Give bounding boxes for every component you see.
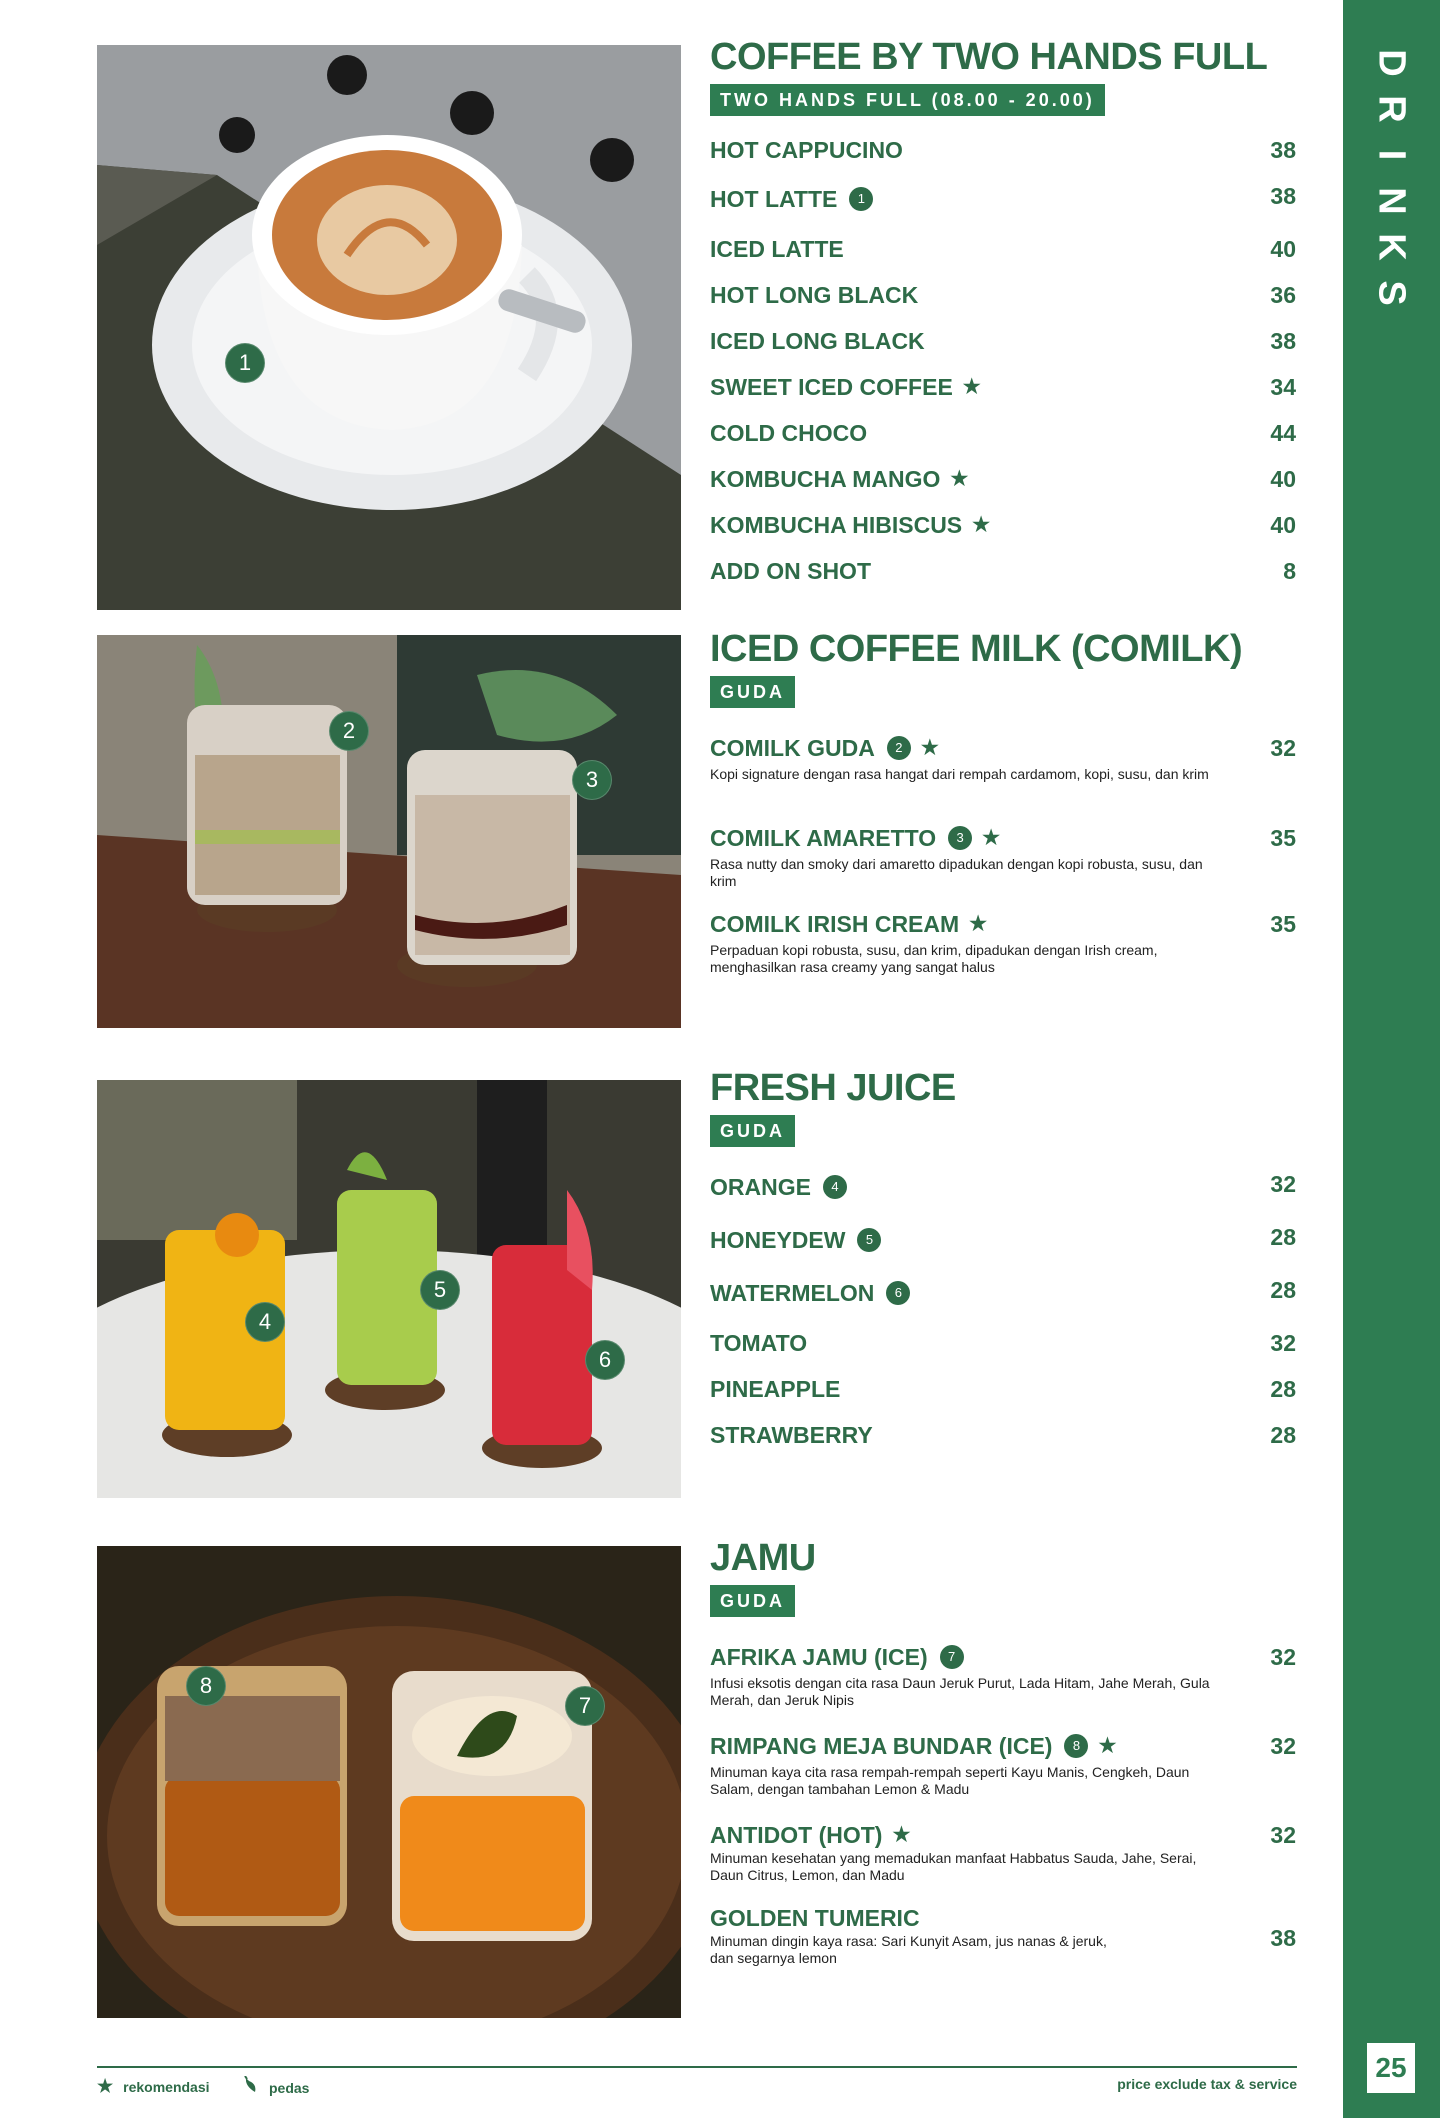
- chili-icon: [243, 2076, 259, 2099]
- item-name: COMILK GUDA: [710, 735, 875, 761]
- star-icon: ★: [97, 2076, 114, 2096]
- section-label: TWO HANDS FULL (08.00 - 20.00): [710, 84, 1105, 116]
- item-description: Minuman kesehatan yang memadukan manfaat Habbatus Sauda, Jahe, Serai, Daun Citrus, Lemon, dan Madu: [710, 1850, 1197, 1883]
- photo-badge: 4: [245, 1302, 285, 1342]
- title-letter: S: [1370, 280, 1413, 306]
- photo-ref-badge: 5: [857, 1228, 881, 1252]
- star-icon: ★: [950, 468, 969, 490]
- item-name: TOMATO: [710, 1330, 808, 1356]
- section-label: GUDA: [710, 676, 795, 708]
- menu-item: [710, 1329, 1296, 1357]
- menu-item: [710, 373, 1296, 401]
- section-title: COFFEE BY TWO HANDS FULL: [710, 36, 1268, 78]
- menu-item: [710, 185, 1296, 213]
- photo-ref-badge: 1: [849, 187, 873, 211]
- item-price: 40: [1270, 512, 1296, 538]
- section-title: ICED COFFEE MILK (COMILK): [710, 628, 1243, 670]
- photo-ref-badge: 2: [887, 736, 911, 760]
- item-name: PINEAPPLE: [710, 1376, 841, 1402]
- item-price: 38: [1270, 183, 1296, 209]
- menu-item: [710, 1375, 1296, 1403]
- star-icon: ★: [920, 737, 939, 759]
- comilk-section: [710, 628, 1296, 988]
- menu-item: [710, 1643, 1296, 1709]
- menu-item: [710, 557, 1296, 585]
- sidebar: [1343, 0, 1440, 2118]
- section-title: FRESH JUICE: [710, 1067, 956, 1109]
- legend-recommend-label: rekomendasi: [123, 2078, 210, 2095]
- item-name: RIMPANG MEJA BUNDAR (ICE): [710, 1733, 1053, 1759]
- item-price: 8: [1283, 558, 1296, 584]
- item-price: 32: [1270, 735, 1296, 761]
- section-label: GUDA: [710, 1585, 795, 1617]
- photo-ref-badge: 7: [940, 1645, 964, 1669]
- item-price: 35: [1270, 911, 1296, 937]
- item-name: ICED LONG BLACK: [710, 328, 925, 354]
- jamu-section: [710, 1537, 1296, 1977]
- menu-item: [710, 136, 1296, 164]
- title-letter: N: [1370, 187, 1413, 215]
- star-icon: ★: [962, 376, 981, 398]
- item-price: 38: [1270, 137, 1296, 163]
- item-description: Minuman dingin kaya rasa: Sari Kunyit Asam, jus nanas & jeruk, dan segarnya lemon: [710, 1933, 1107, 1966]
- item-description: Minuman kaya cita rasa rempah-rempah seperti Kayu Manis, Cengkeh, Daun Salam, dengan tambahan Lemon & Madu: [710, 1764, 1190, 1797]
- sidebar-title: [1343, 40, 1440, 316]
- star-icon: ★: [892, 1824, 911, 1846]
- item-price: 32: [1270, 1330, 1296, 1356]
- item-price: 32: [1270, 1171, 1296, 1197]
- item-name: HOT LONG BLACK: [710, 282, 919, 308]
- item-name: COMILK IRISH CREAM: [710, 911, 960, 937]
- page-number: 25: [1367, 2043, 1415, 2093]
- item-description: Infusi eksotis dengan cita rasa Daun Jeruk Purut, Lada Hitam, Jahe Merah, Gula Merah, dan Jeruk Nipis: [710, 1675, 1210, 1708]
- juice-section: [710, 1067, 1296, 1467]
- item-name: HOT CAPPUCINO: [710, 137, 903, 163]
- menu-item: [710, 824, 1296, 890]
- photo-ref-badge: 4: [823, 1175, 847, 1199]
- section-label: GUDA: [710, 1115, 795, 1147]
- item-name: AFRIKA JAMU (ICE): [710, 1644, 928, 1670]
- menu-item: [710, 734, 1296, 783]
- item-name: WATERMELON: [710, 1280, 875, 1306]
- photo-ref-badge: 8: [1064, 1734, 1088, 1758]
- item-price: 38: [1270, 328, 1296, 354]
- photo-ref-badge: 6: [886, 1281, 910, 1305]
- star-icon: ★: [1098, 1735, 1117, 1757]
- item-name: SWEET ICED COFFEE: [710, 374, 953, 400]
- item-price: 38: [1270, 1925, 1296, 1951]
- juice-photo: [97, 1080, 681, 1498]
- menu-item: [710, 1279, 1296, 1307]
- star-icon: ★: [982, 827, 1001, 849]
- item-price: 28: [1270, 1376, 1296, 1402]
- star-icon: ★: [972, 514, 991, 536]
- item-price: 40: [1270, 466, 1296, 492]
- title-letter: R: [1370, 95, 1413, 123]
- menu-item: [710, 327, 1296, 355]
- item-name: STRAWBERRY: [710, 1422, 873, 1448]
- item-description: Kopi signature dengan rasa hangat dari rempah cardamom, kopi, susu, dan krim: [710, 766, 1209, 782]
- menu-item: [710, 235, 1296, 263]
- photo-badge: 8: [186, 1666, 226, 1706]
- price-note: [1000, 2076, 1297, 2092]
- star-icon: ★: [969, 913, 988, 935]
- menu-item: [710, 1226, 1296, 1254]
- title-letter: D: [1370, 49, 1413, 77]
- photo-badge: 3: [572, 760, 612, 800]
- photo-badge: 7: [565, 1686, 605, 1726]
- item-price: 34: [1270, 374, 1296, 400]
- title-letter: K: [1370, 233, 1413, 261]
- item-price: 28: [1270, 1224, 1296, 1250]
- item-price: 28: [1270, 1277, 1296, 1303]
- item-description: Perpaduan kopi robusta, susu, dan krim, dipadukan dengan Irish cream, menghasilkan rasa creamy yang sangat halus: [710, 942, 1158, 975]
- price-note-text: price exclude tax & service: [1117, 2076, 1297, 2092]
- item-price: 32: [1270, 1644, 1296, 1670]
- item-name: HOT LATTE: [710, 186, 838, 212]
- photo-badge: 2: [329, 711, 369, 751]
- menu-item: [710, 1732, 1296, 1798]
- section-title: JAMU: [710, 1537, 816, 1579]
- item-description: Rasa nutty dan smoky dari amaretto dipadukan dengan kopi robusta, susu, dan krim: [710, 856, 1203, 889]
- item-name: ICED LATTE: [710, 236, 844, 262]
- photo-badge: 5: [420, 1270, 460, 1310]
- coffee-section: [710, 36, 1296, 596]
- photo-badge: 6: [585, 1340, 625, 1380]
- item-price: 28: [1270, 1422, 1296, 1448]
- menu-item: [710, 1821, 1296, 1884]
- item-price: 32: [1270, 1733, 1296, 1759]
- legend-recommend: [97, 2076, 210, 2097]
- item-price: 44: [1270, 420, 1296, 446]
- jamu-photo: [97, 1546, 681, 2018]
- item-name: ORANGE: [710, 1174, 811, 1200]
- item-name: COMILK AMARETTO: [710, 825, 937, 851]
- item-name: GOLDEN TUMERIC: [710, 1905, 920, 1931]
- menu-item: [710, 511, 1296, 539]
- cappuccino-photo: [97, 45, 681, 610]
- photo-ref-badge: 3: [948, 826, 972, 850]
- legend-spicy: [243, 2076, 309, 2099]
- menu-item: [710, 1173, 1296, 1201]
- legend-spicy-label: pedas: [269, 2079, 310, 2096]
- item-name: ADD ON SHOT: [710, 558, 871, 584]
- footer-divider: [97, 2066, 1297, 2068]
- item-price: 40: [1270, 236, 1296, 262]
- menu-item: [710, 1904, 1296, 1967]
- item-price: 35: [1270, 825, 1296, 851]
- item-name: COLD CHOCO: [710, 420, 868, 446]
- menu-item: [710, 281, 1296, 309]
- item-name: ANTIDOT (HOT): [710, 1822, 883, 1848]
- menu-item: [710, 1421, 1296, 1449]
- title-letter: I: [1370, 149, 1413, 161]
- item-price: 32: [1270, 1822, 1296, 1848]
- item-name: KOMBUCHA HIBISCUS: [710, 512, 963, 538]
- item-name: HONEYDEW: [710, 1227, 846, 1253]
- menu-item: [710, 910, 1296, 976]
- comilk-photo: [97, 635, 681, 1028]
- menu-item: [710, 419, 1296, 447]
- item-price: 36: [1270, 282, 1296, 308]
- menu-item: [710, 465, 1296, 493]
- item-name: KOMBUCHA MANGO: [710, 466, 941, 492]
- photo-badge: 1: [225, 343, 265, 383]
